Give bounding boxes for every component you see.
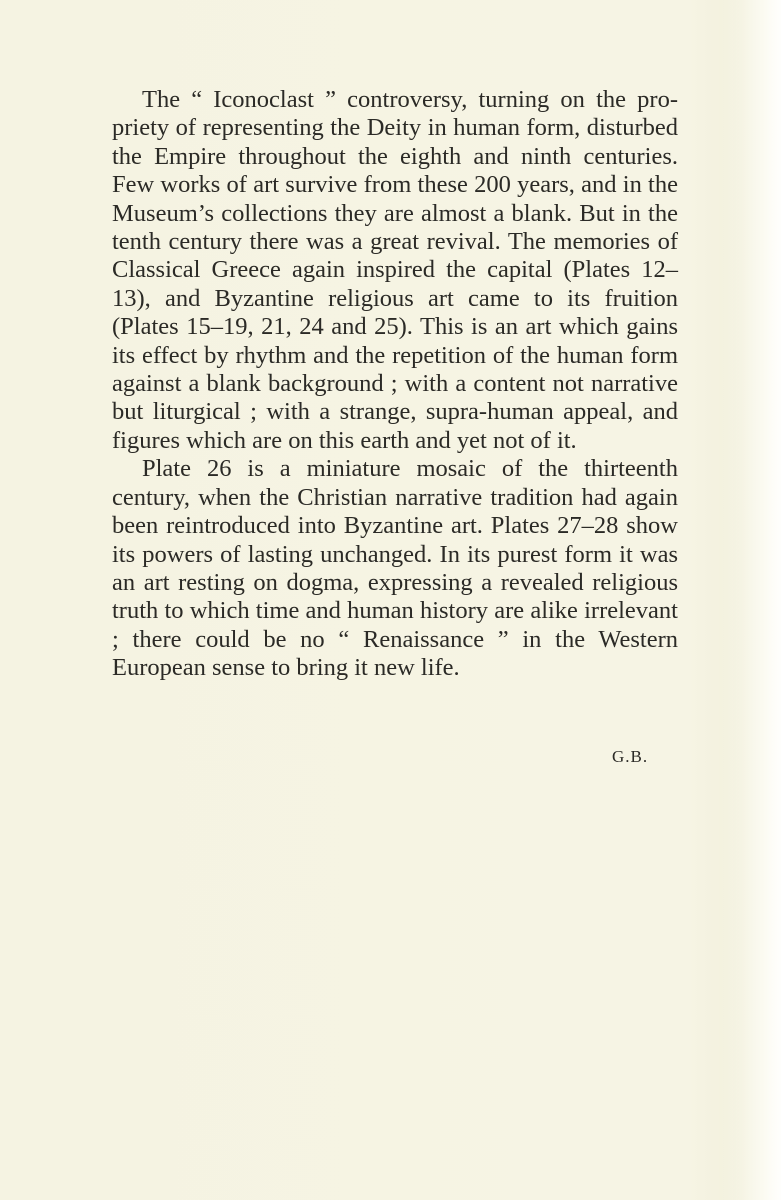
paragraph-iconoclast: The “ Iconoclast ” controversy, turning on the propriety of representing the Deity in human form, disturbed the Empire throughout the eighth and ninth centuries. Few works of art survive from these 200 years, and in the Museum’s collections they are almost a blank. But in the tenth century there was a great revival. The memories of Classical Greece again inspired the capital (Plates 12–13), and Byzantine religious art came to its fruition (Plates 15–19, 21, 24 and 25). This is an art which gains its effect by rhythm and the repetition of the human form against a blank background ; with a content not narrative but liturgical ; with a strange, supra-human appeal, and figures which are on this earth and yet not of it. (112, 86, 678, 454)
author-initials: G.B. (612, 747, 649, 766)
page-edge-highlight (721, 0, 781, 1200)
paragraph-plate-26: Plate 26 is a miniature mosaic of the thirteenth century, when the Christian narrative tradition had again been reintroduced into Byzantine art. Plates 27–28 show its powers of lasting unchanged. In its purest form it was an art resting on dogma, expressing a revealed religious truth to which time and human history are alike irrelevant ; there could be no “ Renaissance ” in the Western European sense to bring it new life. (112, 455, 678, 682)
body-text (112, 86, 678, 683)
